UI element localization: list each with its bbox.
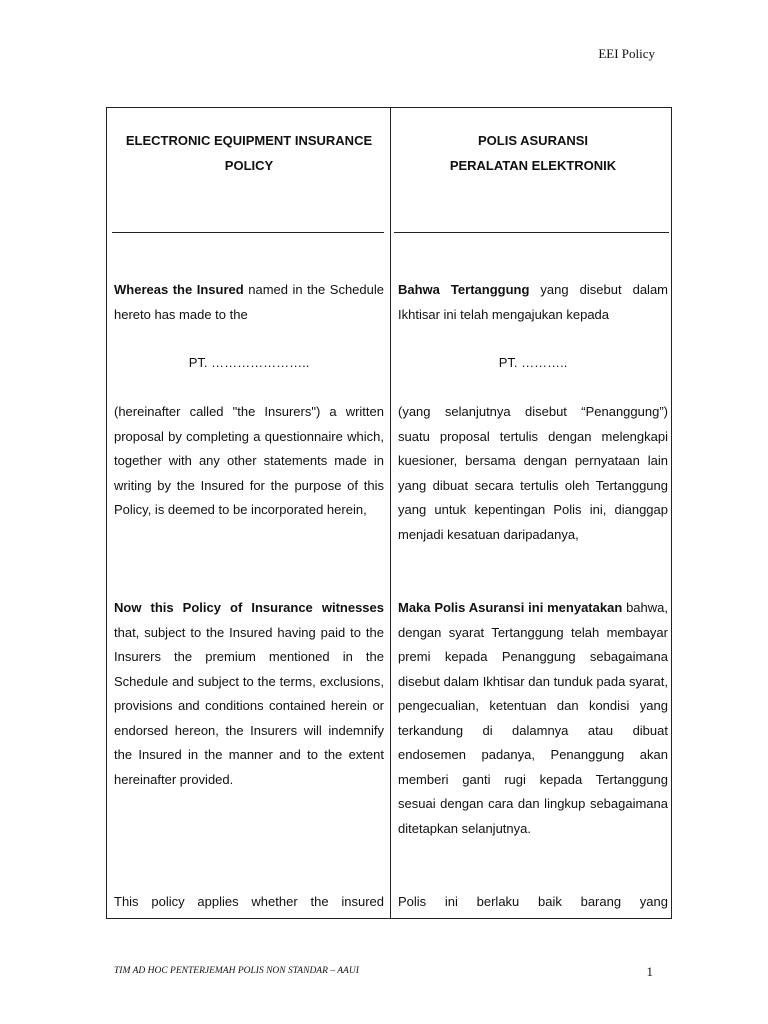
indonesian-title-rule [394, 232, 669, 233]
indonesian-company-name: PT. ……….. [498, 355, 568, 370]
indonesian-bahwa-bold: Bahwa Tertanggung [398, 282, 530, 297]
indonesian-paragraph-berlaku: Polis ini berlaku baik barang yang [398, 894, 668, 909]
indonesian-title-line-2: PERALATAN ELEKTRONIK [449, 158, 617, 173]
column-divider [390, 108, 391, 918]
indonesian-menyatakan-bold: Maka Polis Asuransi ini menyatakan [398, 600, 623, 615]
document-label: EEI Policy [598, 46, 655, 61]
indonesian-title-line-1: POLIS ASURANSI [477, 133, 589, 148]
indonesian-paragraph-bahwa [398, 278, 668, 327]
english-company-name: PT. ………………….. [188, 355, 310, 370]
english-paragraph-witnesses [114, 596, 384, 792]
english-whereas-text: named in the Schedule hereto has made to the [114, 282, 384, 322]
indonesian-menyatakan-text: bahwa, dengan syarat Tertanggung telah membayar premi kepada Penanggung sebagaimana disebut dalam Ikhtisar dan tunduk pada syarat, pengecualian, ketentuan dan kondisi yang terkandung di dalamnya atau dibuat endosemen padanya, Penanggung akan memberi ganti rugi kepada Tertanggung sesuai dengan cara dan lingkup sebagaimana ditetapkan selanjutnya. [398, 600, 668, 836]
indonesian-bahwa-text: yang disebut dalam Ikhtisar ini telah mengajukan kepada [398, 282, 669, 322]
page-number: 1 [646, 964, 653, 979]
english-paragraph-applies: This policy applies whether the insured [114, 894, 384, 909]
english-title [114, 128, 384, 178]
indonesian-paragraph-menyatakan [398, 596, 668, 841]
english-witnesses-text: that, subject to the Insured having paid to the Insurers the premium mentioned in the Schedule and subject to the terms, exclusions, provisions and conditions contained herein or endorsed hereon, the Insurers will indemnify the Insured in the manner and to the extent hereinafter provided. [114, 624, 384, 787]
indonesian-title [398, 128, 668, 178]
footer-team-credit: TIM AD HOC PENTERJEMAH POLIS NON STANDAR – AAUI [114, 966, 359, 976]
english-whereas-bold: Whereas the Insured [114, 282, 244, 297]
english-title-line-1: ELECTRONIC EQUIPMENT INSURANCE [125, 133, 373, 148]
indonesian-paragraph-proposal: (yang selanjutnya disebut “Penanggung”) suatu proposal tertulis dengan melengkapi kuesioner, bersama dengan pernyataan lain yang dibuat secara tertulis oleh Tertanggung yang untuk kepentingan Polis ini, dianggap menjadi kesatuan daripadanya, [398, 404, 668, 542]
bilingual-table [106, 107, 672, 919]
english-paragraph-whereas [114, 278, 384, 327]
english-title-line-2: POLICY [224, 158, 274, 173]
english-paragraph-proposal: (hereinafter called "the Insurers") a written proposal by completing a questionnaire which, together with any other statements made in writing by the Insured for the purpose of this Policy, is deemed to be incorporated herein, [114, 404, 384, 517]
english-title-rule [112, 232, 384, 233]
english-witnesses-bold: Now this Policy of Insurance witnesses [114, 600, 384, 615]
